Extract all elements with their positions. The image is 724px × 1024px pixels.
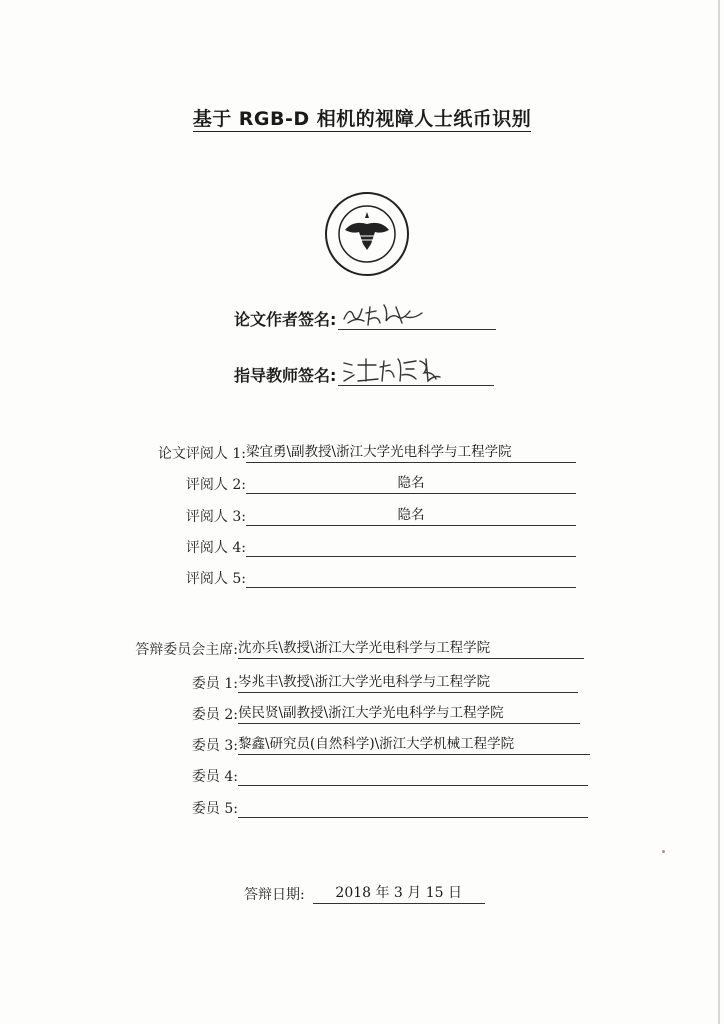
university-seal-icon [323, 190, 411, 278]
committee-row-1 [104, 672, 578, 693]
committee-chair-label: 答辩委员会主席: [135, 642, 238, 658]
reviewer-row-4 [134, 536, 576, 557]
committee-label-3: 委员 3: [191, 738, 238, 754]
author-handwritten-signature [340, 297, 440, 329]
reviewer-row-1 [134, 442, 576, 463]
reviewer-row-3 [134, 505, 576, 526]
committee-row-4 [104, 765, 588, 786]
committee-field-3[interactable]: 黎鑫\研究员(自然科学)\浙江大学机械工程学院 [238, 734, 590, 755]
committee-row-3 [104, 734, 590, 755]
reviewer-field-1[interactable]: 梁宜勇\副教授\浙江大学光电科学与工程学院 [246, 442, 576, 463]
committee-chair-field[interactable]: 沈亦兵\教授\浙江大学光电科学与工程学院 [238, 638, 584, 659]
author-signature-label: 论文作者签名: [234, 310, 337, 329]
committee-row-2 [104, 703, 580, 724]
committee-label-5: 委员 5: [191, 801, 238, 817]
committee-label-4: 委员 4: [191, 769, 238, 785]
author-signature-field[interactable] [338, 303, 496, 330]
committee-field-1[interactable]: 岑兆丰\教授\浙江大学光电科学与工程学院 [238, 672, 578, 693]
committee-label-1: 委员 1: [191, 676, 238, 692]
reviewer-label-5: 评阅人 5: [185, 571, 246, 587]
reviewer-row-2 [134, 473, 576, 494]
reviewer-label-1: 论文评阅人 1: [157, 446, 246, 462]
reviewer-label-2: 评阅人 2: [185, 477, 246, 493]
defense-date-row [244, 883, 485, 904]
committee-field-4[interactable] [238, 765, 588, 786]
reviewer-label-4: 评阅人 4: [185, 540, 246, 556]
advisor-signature-label: 指导教师签名: [234, 366, 337, 385]
advisor-handwritten-signature [340, 353, 450, 385]
committee-label-2: 委员 2: [191, 707, 238, 723]
reviewer-field-5[interactable] [246, 567, 576, 588]
committee-field-2[interactable]: 侯民贤\副教授\浙江大学光电科学与工程学院 [238, 703, 580, 724]
reviewer-row-5 [134, 567, 576, 588]
page-edge [718, 0, 720, 1024]
thesis-title: 基于 RGB-D 相机的视障人士纸币识别 [192, 108, 532, 130]
committee-chair-row [104, 638, 584, 659]
defense-date-field[interactable]: 2018 年 3 月 15 日 [313, 883, 485, 904]
author-signature-row [234, 300, 496, 330]
reviewer-field-2[interactable]: 隐名 [246, 473, 576, 494]
reviewer-label-3: 评阅人 3: [185, 509, 246, 525]
advisor-signature-row [234, 356, 494, 386]
committee-field-5[interactable] [238, 797, 588, 818]
committee-row-5 [104, 797, 588, 818]
scan-speck [662, 850, 665, 853]
advisor-signature-field[interactable] [338, 359, 494, 386]
thesis-title-block [0, 104, 724, 131]
defense-date-label: 答辩日期: [244, 887, 305, 903]
reviewer-field-4[interactable] [246, 536, 576, 557]
reviewer-field-3[interactable]: 隐名 [246, 505, 576, 526]
